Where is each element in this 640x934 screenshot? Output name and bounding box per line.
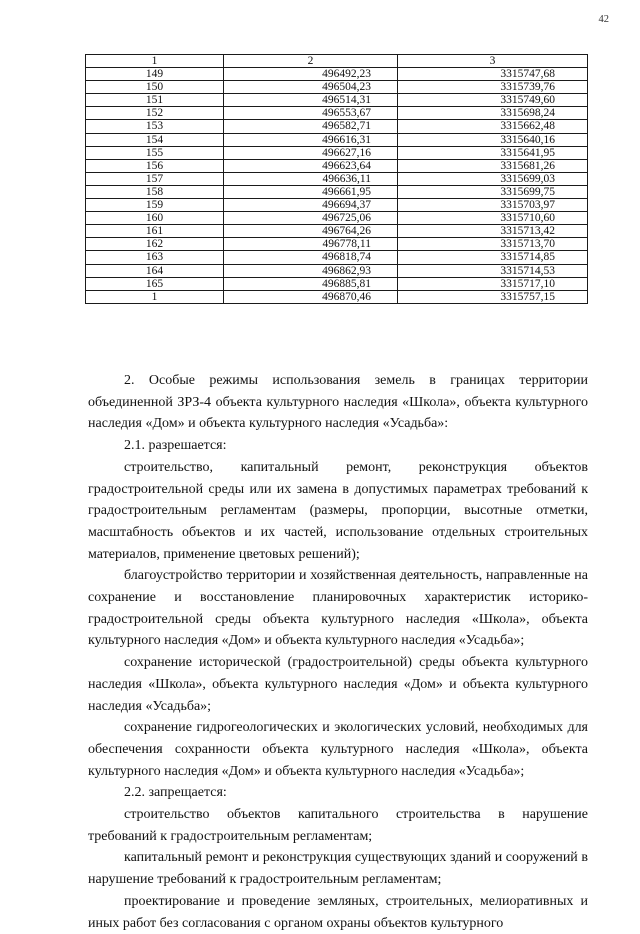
- y-coordinate-cell: 3315714,85: [398, 251, 588, 264]
- point-number-cell: 158: [86, 185, 224, 198]
- y-coordinate-cell: 3315713,70: [398, 238, 588, 251]
- column-header: 2: [224, 55, 398, 68]
- table-row: [86, 185, 588, 198]
- paragraph: 2.2. запрещается:: [124, 785, 227, 801]
- y-coordinate-cell: 3315662,48: [398, 120, 588, 133]
- y-coordinate-cell: 3315710,60: [398, 212, 588, 225]
- point-number-cell: 163: [86, 251, 224, 264]
- table-row: [86, 146, 588, 159]
- x-coordinate-cell: 496627,16: [224, 146, 398, 159]
- x-coordinate-cell: 496553,67: [224, 107, 398, 120]
- table-row: [86, 94, 588, 107]
- table-row: [86, 225, 588, 238]
- x-coordinate-cell: 496492,23: [224, 68, 398, 81]
- y-coordinate-cell: 3315757,15: [398, 290, 588, 303]
- table-row: [86, 68, 588, 81]
- page-number: 42: [598, 14, 609, 25]
- document-body: [88, 370, 588, 934]
- y-coordinate-cell: 3315681,26: [398, 159, 588, 172]
- paragraph: благоустройство территории и хозяйственная деятельность, направленные на сохранение и восстановление планировочных характеристик историко-градостроительной среды объекта культурного наследия «Школа», объекта культурного наследия «Дом» и объекта культурного наследия «Усадьба»;: [88, 568, 588, 649]
- paragraph: 2. Особые режимы использования земель в границах территории объединенной ЗРЗ-4 объекта культурного наследия «Школа», объекта культурного наследия «Дом» и объекта культурного наследия «Усадьба»:: [88, 373, 588, 432]
- point-number-cell: 152: [86, 107, 224, 120]
- x-coordinate-cell: 496623,64: [224, 159, 398, 172]
- y-coordinate-cell: 3315640,16: [398, 133, 588, 146]
- x-coordinate-cell: 496818,74: [224, 251, 398, 264]
- x-coordinate-cell: 496694,37: [224, 199, 398, 212]
- x-coordinate-cell: 496870,46: [224, 290, 398, 303]
- point-number-cell: 153: [86, 120, 224, 133]
- table-row: [86, 133, 588, 146]
- column-header: 1: [86, 55, 224, 68]
- point-number-cell: 1: [86, 290, 224, 303]
- point-number-cell: 150: [86, 81, 224, 94]
- x-coordinate-cell: 496636,11: [224, 172, 398, 185]
- y-coordinate-cell: 3315713,42: [398, 225, 588, 238]
- point-number-cell: 164: [86, 264, 224, 277]
- y-coordinate-cell: 3315641,95: [398, 146, 588, 159]
- point-number-cell: 161: [86, 225, 224, 238]
- x-coordinate-cell: 496504,23: [224, 81, 398, 94]
- y-coordinate-cell: 3315739,76: [398, 81, 588, 94]
- x-coordinate-cell: 496885,81: [224, 277, 398, 290]
- y-coordinate-cell: 3315698,24: [398, 107, 588, 120]
- x-coordinate-cell: 496725,06: [224, 212, 398, 225]
- point-number-cell: 156: [86, 159, 224, 172]
- x-coordinate-cell: 496514,31: [224, 94, 398, 107]
- point-number-cell: 160: [86, 212, 224, 225]
- paragraph: капитальный ремонт и реконструкция существующих зданий и сооружений в нарушение требований к градостроительным регламентам;: [88, 850, 588, 888]
- paragraph: сохранение исторической (градостроительной) среды объекта культурного наследия «Школа», объекта культурного наследия «Дом» и объекта культурного наследия «Усадьба»;: [88, 655, 588, 714]
- table-row: [86, 238, 588, 251]
- y-coordinate-cell: 3315699,75: [398, 185, 588, 198]
- paragraph: сохранение гидрогеологических и экологических условий, необходимых для обеспечения сохранности объекта культурного наследия «Школа», объекта культурного наследия «Дом» и объекта культурного наследия «Усадьба»;: [88, 720, 588, 779]
- table-row: [86, 172, 588, 185]
- paragraph: строительство, капитальный ремонт, реконструкция объектов градостроительной среды или их замена в допустимых параметрах требований к градостроительным регламентам (размеры, пропорции, высотные отметки, масштабность объектов и их частей, использование отдельных строительных материалов, применение цветовых решений);: [88, 459, 588, 562]
- point-number-cell: 151: [86, 94, 224, 107]
- y-coordinate-cell: 3315747,68: [398, 68, 588, 81]
- x-coordinate-cell: 496778,11: [224, 238, 398, 251]
- point-number-cell: 165: [86, 277, 224, 290]
- x-coordinate-cell: 496661,95: [224, 185, 398, 198]
- table-header-row: [86, 55, 588, 68]
- table-row: [86, 81, 588, 94]
- point-number-cell: 162: [86, 238, 224, 251]
- y-coordinate-cell: 3315714,53: [398, 264, 588, 277]
- table-row: [86, 290, 588, 303]
- y-coordinate-cell: 3315699,03: [398, 172, 588, 185]
- table-row: [86, 212, 588, 225]
- y-coordinate-cell: 3315703,97: [398, 199, 588, 212]
- point-number-cell: 157: [86, 172, 224, 185]
- table-row: [86, 120, 588, 133]
- table-row: [86, 199, 588, 212]
- y-coordinate-cell: 3315749,60: [398, 94, 588, 107]
- point-number-cell: 154: [86, 133, 224, 146]
- paragraph: 2.1. разрешается:: [124, 438, 227, 454]
- table-row: [86, 159, 588, 172]
- table-row: [86, 277, 588, 290]
- x-coordinate-cell: 496616,31: [224, 133, 398, 146]
- point-number-cell: 155: [86, 146, 224, 159]
- x-coordinate-cell: 496862,93: [224, 264, 398, 277]
- table-row: [86, 107, 588, 120]
- table-row: [86, 251, 588, 264]
- y-coordinate-cell: 3315717,10: [398, 277, 588, 290]
- x-coordinate-cell: 496764,26: [224, 225, 398, 238]
- x-coordinate-cell: 496582,71: [224, 120, 398, 133]
- coordinates-table: [85, 54, 588, 304]
- column-header: 3: [398, 55, 588, 68]
- table-row: [86, 264, 588, 277]
- point-number-cell: 159: [86, 199, 224, 212]
- point-number-cell: 149: [86, 68, 224, 81]
- paragraph: проектирование и проведение земляных, строительных, мелиоративных и иных работ без согласования с органом охраны объектов культурного: [88, 893, 588, 931]
- paragraph: строительство объектов капитального строительства в нарушение требований к градостроительным регламентам;: [88, 807, 588, 844]
